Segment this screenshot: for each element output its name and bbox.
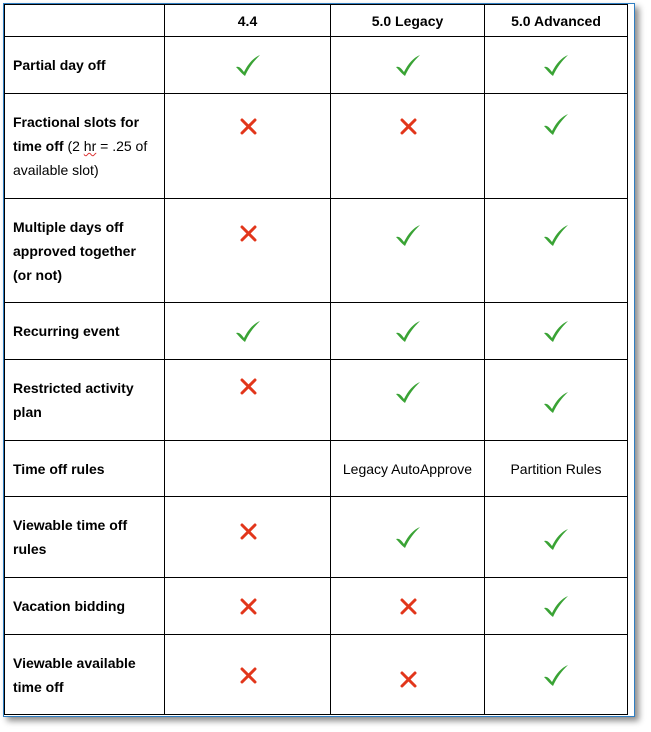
row-label: Recurring event <box>5 303 165 360</box>
row-cell <box>331 360 485 441</box>
check-icon <box>542 391 570 415</box>
header-row <box>5 5 628 37</box>
check-icon <box>394 381 422 405</box>
row-cell <box>165 94 331 199</box>
row-cell <box>165 578 331 635</box>
table-row <box>5 497 628 578</box>
row-cell <box>331 37 485 94</box>
table-row <box>5 303 628 360</box>
check-icon <box>394 54 422 78</box>
row-cell <box>331 635 485 715</box>
check-icon <box>542 54 570 78</box>
row-cell <box>165 199 331 303</box>
row-cell <box>485 360 628 441</box>
cross-icon <box>234 222 262 246</box>
row-cell: Legacy AutoApprove <box>331 441 485 497</box>
check-icon <box>394 224 422 248</box>
comparison-table <box>4 4 628 715</box>
cross-icon <box>394 115 422 139</box>
table-row <box>5 578 628 635</box>
row-label: Partial day off <box>5 37 165 94</box>
check-icon <box>234 320 262 344</box>
row-label-normal: (2 <box>63 138 84 154</box>
row-cell <box>485 635 628 715</box>
row-cell <box>165 360 331 441</box>
row-cell <box>485 578 628 635</box>
row-label-spellcheck: hr <box>83 138 97 154</box>
row-cell <box>331 94 485 199</box>
row-label: Vacation bidding <box>5 578 165 635</box>
row-cell <box>165 497 331 578</box>
table-row <box>5 441 628 497</box>
table-row <box>5 199 628 303</box>
check-icon <box>542 595 570 619</box>
table-row <box>5 94 628 199</box>
row-label-normal: = .25 of available slot) <box>13 138 148 178</box>
check-icon <box>542 664 570 688</box>
row-cell <box>331 303 485 360</box>
header-cell-5-0-legacy: 5.0 Legacy <box>331 5 485 37</box>
table-row <box>5 635 628 715</box>
check-icon <box>542 224 570 248</box>
row-label: Time off rules <box>5 441 165 497</box>
check-icon <box>394 526 422 550</box>
row-label: Restricted activity plan <box>5 360 165 441</box>
row-label <box>5 94 165 199</box>
row-cell <box>331 497 485 578</box>
row-label-bold: Fractional slots for time off <box>13 114 140 154</box>
row-cell <box>485 303 628 360</box>
row-label: Multiple days off approved together (or not) <box>5 199 165 303</box>
row-label: Viewable time off rules <box>5 497 165 578</box>
cross-icon <box>394 668 422 692</box>
table-row <box>5 360 628 441</box>
row-cell: Partition Rules <box>485 441 628 497</box>
check-icon <box>234 54 262 78</box>
row-cell <box>165 37 331 94</box>
row-cell <box>485 37 628 94</box>
row-cell <box>165 441 331 497</box>
row-cell <box>485 199 628 303</box>
header-cell-5-0-advanced: 5.0 Advanced <box>485 5 628 37</box>
row-cell <box>485 497 628 578</box>
cross-icon <box>234 520 262 544</box>
row-cell <box>331 578 485 635</box>
check-icon <box>542 320 570 344</box>
row-label: Viewable available time off <box>5 635 165 715</box>
cross-icon <box>234 664 262 688</box>
cross-icon <box>234 595 262 619</box>
row-cell <box>165 635 331 715</box>
row-cell <box>485 94 628 199</box>
header-cell-empty <box>5 5 165 37</box>
check-icon <box>542 113 570 137</box>
check-icon <box>394 320 422 344</box>
row-cell <box>165 303 331 360</box>
table-row <box>5 37 628 94</box>
cross-icon <box>394 595 422 619</box>
cross-icon <box>234 115 262 139</box>
header-cell-4-4: 4.4 <box>165 5 331 37</box>
check-icon <box>542 528 570 552</box>
cross-icon <box>234 375 262 399</box>
row-cell <box>331 199 485 303</box>
